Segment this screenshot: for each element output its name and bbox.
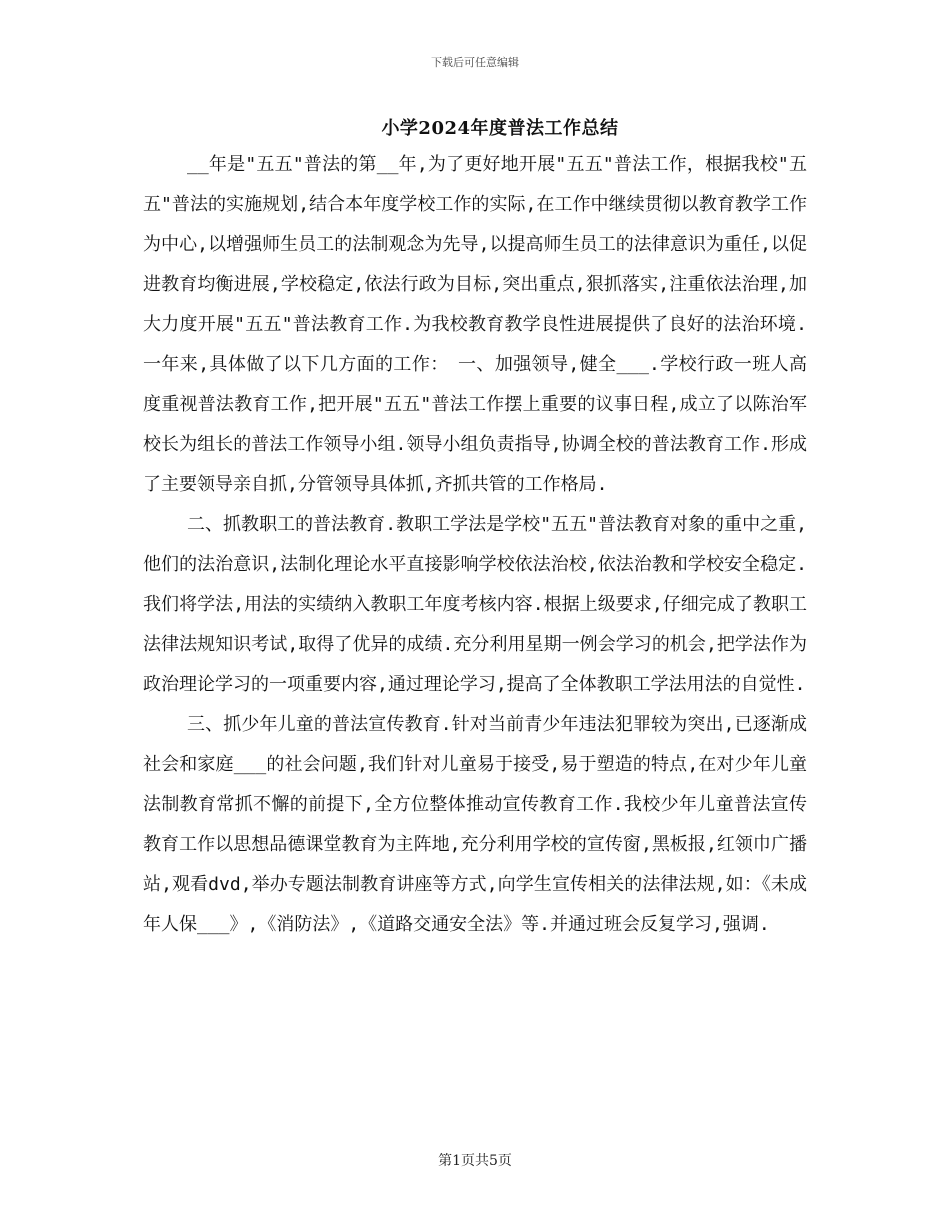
page-number-footer: 第1页共5页 [438,1153,512,1169]
body-paragraph-3: 三、抓少年儿童的普法宣传教育.针对当前青少年违法犯罪较为突出,已逐渐成社会和家庭___的社会问题,我们针对儿童易于接受,易于塑造的特点,在对少年儿童法制教育常抓不懈的前提下,全方位整体推动宣传教育工作.我校少年儿童普法宣传教育工作以思想品德课堂教育为主阵地,充分利用学校的宣传窗,黑板报,红领巾广播站,观看dvd,举办专题法制教育讲座等方式,向学生宣传相关的法律法规,如：《未成年人保___》,《消防法》,《道路交通安全法》等.并通过班会反复学习,强调. [143,714,807,935]
page-header-note: 下载后可任意编辑 [431,56,519,69]
body-paragraph-1: __年是"五五"普法的第__年,为了更好地开展"五五"普法工作，根据我校"五五"普法的实施规划,结合本年度学校工作的实际,在工作中继续贯彻以教育教学工作为中心,以增强师生员工的法制观念为先导,以提高师生员工的法律意识为重任,以促进教育均衡进展,学校稳定,依法行政为目标,突出重点,狠抓落实,注重依法治理,加大力度开展"五五"普法教育工作.为我校教育教学良性进展提供了良好的法治环境.一年来,具体做了以下几方面的工作： 一、加强领导,健全___.学校行政一班人高度重视普法教育工作,把开展"五五"普法工作摆上重要的议事日程,成立了以陈治军校长为组长的普法工作领导小组.领导小组负责指导,协调全校的普法教育工作.形成了主要领导亲自抓,分管领导具体抓,齐抓共管的工作格局. [143,154,807,495]
body-paragraph-2: 二、抓教职工的普法教育.教职工学法是学校"五五"普法教育对象的重中之重,他们的法治意识,法制化理论水平直接影响学校依法治校,依法治教和学校安全稳定.我们将学法,用法的实绩纳入教职工年度考核内容.根据上级要求,仔细完成了教职工法律法规知识考试,取得了优异的成绩.充分利用星期一例会学习的机会,把学法作为政治理论学习的一项重要内容,通过理论学习,提高了全体教职工学法用法的自觉性. [143,514,807,695]
document-body [143,145,807,945]
document-title: 小学2024年度普法工作总结 [381,118,619,139]
